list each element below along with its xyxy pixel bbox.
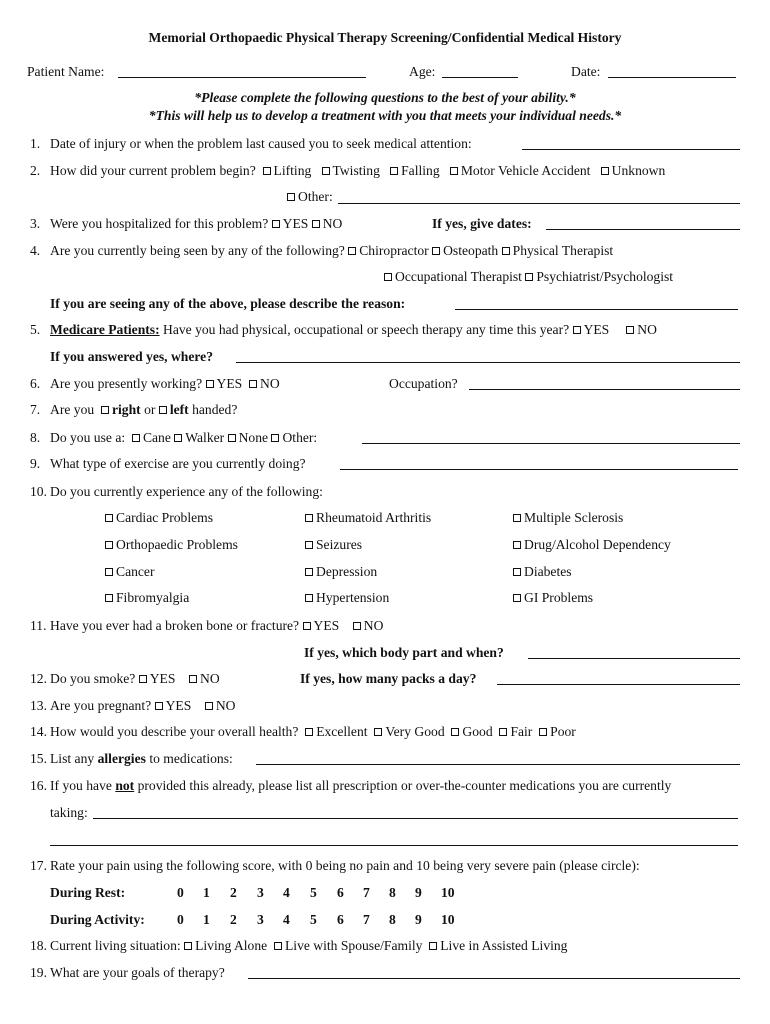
q2-other-field[interactable] [338, 203, 740, 204]
q8-other-checkbox[interactable] [271, 434, 279, 442]
q1-answer-field[interactable] [522, 149, 740, 150]
q11-number: 11. [30, 618, 47, 633]
rest-pain-score-0[interactable]: 0 [177, 885, 184, 900]
q4-osteopath-label: Osteopath [443, 243, 499, 258]
q16-taking: taking: [50, 805, 88, 820]
rest-pain-score-5[interactable]: 5 [310, 885, 317, 900]
q5-where-field[interactable] [236, 362, 740, 363]
activity-pain-score-4[interactable]: 4 [283, 912, 290, 927]
q11-answer-field[interactable] [528, 658, 740, 659]
q6-yes-label: YES [216, 376, 243, 391]
q14-poor-label: Poor [550, 724, 576, 739]
condition-label: Orthopaedic Problems [116, 537, 238, 552]
q14-excellent-label: Excellent [316, 724, 368, 739]
q6-question [50, 376, 280, 392]
q6-yes-checkbox[interactable] [206, 380, 214, 388]
condition-depression [305, 564, 377, 580]
q16-number: 16. [30, 778, 47, 793]
q18-alone-label: Living Alone [195, 938, 268, 953]
q17-number: 17. [30, 858, 47, 873]
q12-question [50, 671, 220, 687]
q15-bold: allergies [97, 751, 146, 766]
q19-text: What are your goals of therapy? [50, 965, 225, 980]
q11-yes-checkbox[interactable] [303, 622, 311, 630]
q14-fair-label: Fair [510, 724, 533, 739]
q5-question [50, 322, 657, 338]
rest-pain-score-4[interactable]: 4 [283, 885, 290, 900]
q2-other [287, 189, 333, 205]
rest-pain-score-10[interactable]: 10 [441, 885, 455, 900]
condition-checkbox[interactable] [105, 514, 113, 522]
q4-chiropractor-checkbox[interactable] [348, 247, 356, 255]
q4-ot-checkbox[interactable] [384, 273, 392, 281]
q2-question [50, 163, 665, 179]
instruction-line-2: *This will help us to develop a treatment with you that meets your individual needs.* [148, 108, 622, 123]
q6-occupation-label: Occupation? [389, 376, 458, 391]
q4-pt-checkbox[interactable] [502, 247, 510, 255]
condition-ortho [105, 537, 238, 553]
condition-checkbox[interactable] [513, 568, 521, 576]
q8-other-label: Other: [282, 430, 318, 445]
activity-pain-score-3[interactable]: 3 [257, 912, 264, 927]
activity-pain-score-2[interactable]: 2 [230, 912, 237, 927]
q12-text: Do you smoke? [50, 671, 136, 686]
q12-followup: If yes, how many packs a day? [300, 671, 477, 686]
q17-rest-label: During Rest: [50, 885, 126, 900]
q8-none-checkbox[interactable] [228, 434, 236, 442]
q14-poor-checkbox[interactable] [539, 728, 547, 736]
q4-psych-label: Psychiatrist/Psychologist [536, 269, 674, 284]
q8-question [50, 430, 317, 446]
q3-followup: If yes, give dates: [432, 216, 532, 231]
q7-left-label: left [169, 402, 189, 417]
q5-no-checkbox[interactable] [626, 326, 634, 334]
q13-text: Are you pregnant? [50, 698, 152, 713]
activity-pain-score-1[interactable]: 1 [203, 912, 210, 927]
q18-alone-checkbox[interactable] [184, 942, 192, 950]
q2-falling-checkbox[interactable] [390, 167, 398, 175]
rest-pain-score-1[interactable]: 1 [203, 885, 210, 900]
condition-label: Diabetes [524, 564, 572, 579]
q7-text-a: Are you [50, 402, 95, 417]
activity-pain-score-9[interactable]: 9 [415, 912, 422, 927]
condition-checkbox[interactable] [305, 568, 313, 576]
q12-yes-checkbox[interactable] [139, 675, 147, 683]
q7-left-checkbox[interactable] [159, 406, 167, 414]
q4-osteopath-checkbox[interactable] [432, 247, 440, 255]
q16-medications-field-2[interactable] [50, 845, 738, 846]
condition-checkbox[interactable] [513, 514, 521, 522]
q16-text-a: If you have [50, 778, 112, 793]
q4-options-row2 [384, 269, 673, 285]
q3-number: 3. [30, 216, 41, 231]
q2-twisting-checkbox[interactable] [322, 167, 330, 175]
q13-question [50, 698, 236, 714]
q7-right-checkbox[interactable] [101, 406, 109, 414]
q12-yes-label: YES [149, 671, 176, 686]
q16-medications-field[interactable] [93, 818, 738, 819]
q14-verygood-label: Very Good [385, 724, 445, 739]
page-title: Memorial Orthopaedic Physical Therapy Screening/Confidential Medical History [148, 30, 622, 45]
condition-checkbox[interactable] [105, 594, 113, 602]
q8-cane-checkbox[interactable] [132, 434, 140, 442]
q11-followup: If yes, which body part and when? [304, 645, 504, 660]
q14-good-checkbox[interactable] [451, 728, 459, 736]
patient-name-field[interactable] [118, 77, 366, 78]
q8-number: 8. [30, 430, 41, 445]
q8-walker-label: Walker [185, 430, 225, 445]
age-label: Age: [409, 64, 436, 79]
q11-no-label: NO [363, 618, 384, 633]
q14-question [50, 724, 576, 740]
condition-seizures [305, 537, 362, 553]
q16-text-b: provided this already, please list all prescription or over-the-counter medications you are currently [137, 778, 672, 793]
q4-pt-label: Physical Therapist [512, 243, 614, 258]
q16-bold: not [115, 778, 135, 793]
q15-allergies-field[interactable] [256, 764, 740, 765]
age-field[interactable] [442, 77, 518, 78]
q7-number: 7. [30, 402, 41, 417]
condition-diabetes [513, 564, 572, 580]
condition-label: Cancer [116, 564, 155, 579]
q2-unknown-label: Unknown [611, 163, 666, 178]
condition-checkbox[interactable] [305, 514, 313, 522]
condition-checkbox[interactable] [105, 568, 113, 576]
q17-activity-label: During Activity: [50, 912, 145, 927]
condition-drug [513, 537, 671, 553]
condition-label: GI Problems [524, 590, 594, 605]
q4-psych-checkbox[interactable] [525, 273, 533, 281]
q11-text: Have you ever had a broken bone or fracture? [50, 618, 300, 633]
q15-text-a: List any [50, 751, 95, 766]
q13-no-checkbox[interactable] [205, 702, 213, 710]
q5-no-label: NO [637, 322, 657, 337]
q14-good-label: Good [462, 724, 493, 739]
q18-question [50, 938, 567, 954]
q12-no-checkbox[interactable] [189, 675, 197, 683]
q10-number: 10. [30, 484, 47, 499]
q10-text: Do you currently experience any of the following: [50, 484, 323, 499]
q19-number: 19. [30, 965, 47, 980]
q7-or: or [144, 402, 156, 417]
condition-checkbox[interactable] [513, 541, 521, 549]
condition-label: Hypertension [316, 590, 390, 605]
q13-yes-checkbox[interactable] [155, 702, 163, 710]
instruction-line-1: *Please complete the following questions to the best of your ability.* [194, 90, 576, 105]
q3-yes-label: YES [282, 216, 309, 231]
q2-lifting-label: Lifting [273, 163, 312, 178]
q18-assisted-checkbox[interactable] [429, 942, 437, 950]
q5-yes-checkbox[interactable] [573, 326, 581, 334]
condition-fibro [105, 590, 189, 606]
rest-pain-score-8[interactable]: 8 [389, 885, 396, 900]
q14-fair-checkbox[interactable] [499, 728, 507, 736]
q16-question [50, 778, 671, 794]
q7-question [50, 402, 237, 418]
q3-question [50, 216, 342, 232]
rest-pain-score-2[interactable]: 2 [230, 885, 237, 900]
condition-cardiac [105, 510, 213, 526]
condition-label: Drug/Alcohol Dependency [524, 537, 671, 552]
q18-number: 18. [30, 938, 47, 953]
q4-ot-label: Occupational Therapist [395, 269, 522, 284]
condition-label: Cardiac Problems [116, 510, 214, 525]
q3-yes-checkbox[interactable] [272, 220, 280, 228]
q2-mva-label: Motor Vehicle Accident [460, 163, 591, 178]
condition-checkbox[interactable] [305, 594, 313, 602]
patient-name-label: Patient Name: [27, 64, 105, 79]
q6-text: Are you presently working? [50, 376, 203, 391]
q1-number: 1. [30, 136, 41, 151]
rest-pain-score-7[interactable]: 7 [363, 885, 370, 900]
q2-mva-checkbox[interactable] [450, 167, 458, 175]
q14-excellent-checkbox[interactable] [305, 728, 313, 736]
q5-number: 5. [30, 322, 41, 337]
activity-pain-score-6[interactable]: 6 [337, 912, 344, 927]
activity-pain-score-0[interactable]: 0 [177, 912, 184, 927]
q4-reason-field[interactable] [455, 309, 738, 310]
q7-text-b: handed? [192, 402, 238, 417]
q7-right-label: right [111, 402, 141, 417]
q2-falling-label: Falling [401, 163, 440, 178]
q5-label: Medicare Patients: [50, 322, 160, 337]
condition-label: Depression [316, 564, 378, 579]
q8-other-field[interactable] [362, 443, 740, 444]
q6-no-checkbox[interactable] [249, 380, 257, 388]
q19-goals-field[interactable] [248, 978, 740, 979]
q2-other-checkbox[interactable] [287, 193, 295, 201]
q2-text: How did your current problem begin? [50, 163, 256, 178]
q2-number: 2. [30, 163, 41, 178]
q11-question [50, 618, 383, 634]
q14-number: 14. [30, 724, 47, 739]
q4-number: 4. [30, 243, 41, 258]
q18-spouse-checkbox[interactable] [274, 942, 282, 950]
q15-question [50, 751, 233, 767]
condition-gi [513, 590, 593, 606]
activity-pain-score-7[interactable]: 7 [363, 912, 370, 927]
q3-text: Were you hospitalized for this problem? [50, 216, 269, 231]
q9-text: What type of exercise are you currently doing? [50, 456, 306, 471]
condition-label: Multiple Sclerosis [524, 510, 624, 525]
activity-pain-score-8[interactable]: 8 [389, 912, 396, 927]
q13-no-label: NO [215, 698, 236, 713]
condition-hypertension [305, 590, 389, 606]
q5-yes-label: YES [583, 322, 610, 337]
q5-text: Have you had physical, occupational or speech therapy any time this year? [163, 322, 570, 337]
q18-text: Current living situation: [50, 938, 181, 953]
q4-chiropractor-label: Chiropractor [359, 243, 429, 258]
date-label: Date: [571, 64, 601, 79]
q12-no-label: NO [200, 671, 220, 686]
activity-pain-score-10[interactable]: 10 [441, 912, 455, 927]
q4-followup: If you are seeing any of the above, please describe the reason: [50, 296, 406, 311]
q3-no-label: NO [322, 216, 343, 231]
q15-number: 15. [30, 751, 47, 766]
condition-checkbox[interactable] [513, 594, 521, 602]
condition-checkbox[interactable] [105, 541, 113, 549]
q2-unknown-checkbox[interactable] [601, 167, 609, 175]
q4-question [50, 243, 613, 259]
q8-walker-checkbox[interactable] [174, 434, 182, 442]
condition-label: Seizures [316, 537, 363, 552]
q5-followup: If you answered yes, where? [50, 349, 213, 364]
condition-rheumatoid [305, 510, 431, 526]
activity-pain-score-5[interactable]: 5 [310, 912, 317, 927]
q2-other-label: Other: [298, 189, 333, 204]
q14-text: How would you describe your overall health? [50, 724, 299, 739]
q13-yes-label: YES [165, 698, 192, 713]
q6-no-label: NO [260, 376, 280, 391]
q4-text: Are you currently being seen by any of the following? [50, 243, 345, 258]
q3-no-checkbox[interactable] [312, 220, 320, 228]
q12-packs-field[interactable] [497, 684, 740, 685]
q1-text: Date of injury or when the problem last caused you to seek medical attention: [50, 136, 472, 151]
q17-text: Rate your pain using the following score, with 0 being no pain and 10 being very severe pain (please circle): [50, 858, 640, 873]
q14-verygood-checkbox[interactable] [374, 728, 382, 736]
date-field[interactable] [608, 77, 736, 78]
q12-number: 12. [30, 671, 47, 686]
rest-pain-score-3[interactable]: 3 [257, 885, 264, 900]
q18-spouse-label: Live with Spouse/Family [284, 938, 423, 953]
q8-none-label: None [238, 430, 269, 445]
q2-twisting-label: Twisting [332, 163, 380, 178]
q18-assisted-label: Live in Assisted Living [440, 938, 568, 953]
q11-no-checkbox[interactable] [353, 622, 361, 630]
condition-ms [513, 510, 623, 526]
q6-number: 6. [30, 376, 41, 391]
q3-dates-field[interactable] [546, 229, 740, 230]
q8-text: Do you use a: [50, 430, 126, 445]
condition-label: Fibromyalgia [116, 590, 190, 605]
condition-label: Rheumatoid Arthritis [316, 510, 432, 525]
q9-number: 9. [30, 456, 41, 471]
q9-answer-field[interactable] [340, 469, 738, 470]
q8-cane-label: Cane [142, 430, 171, 445]
q13-number: 13. [30, 698, 47, 713]
q11-yes-label: YES [313, 618, 340, 633]
q6-occupation-field[interactable] [469, 389, 740, 390]
rest-pain-score-9[interactable]: 9 [415, 885, 422, 900]
condition-cancer [105, 564, 155, 580]
q2-lifting-checkbox[interactable] [263, 167, 271, 175]
condition-checkbox[interactable] [305, 541, 313, 549]
q15-text-b: to medications: [149, 751, 233, 766]
rest-pain-score-6[interactable]: 6 [337, 885, 344, 900]
